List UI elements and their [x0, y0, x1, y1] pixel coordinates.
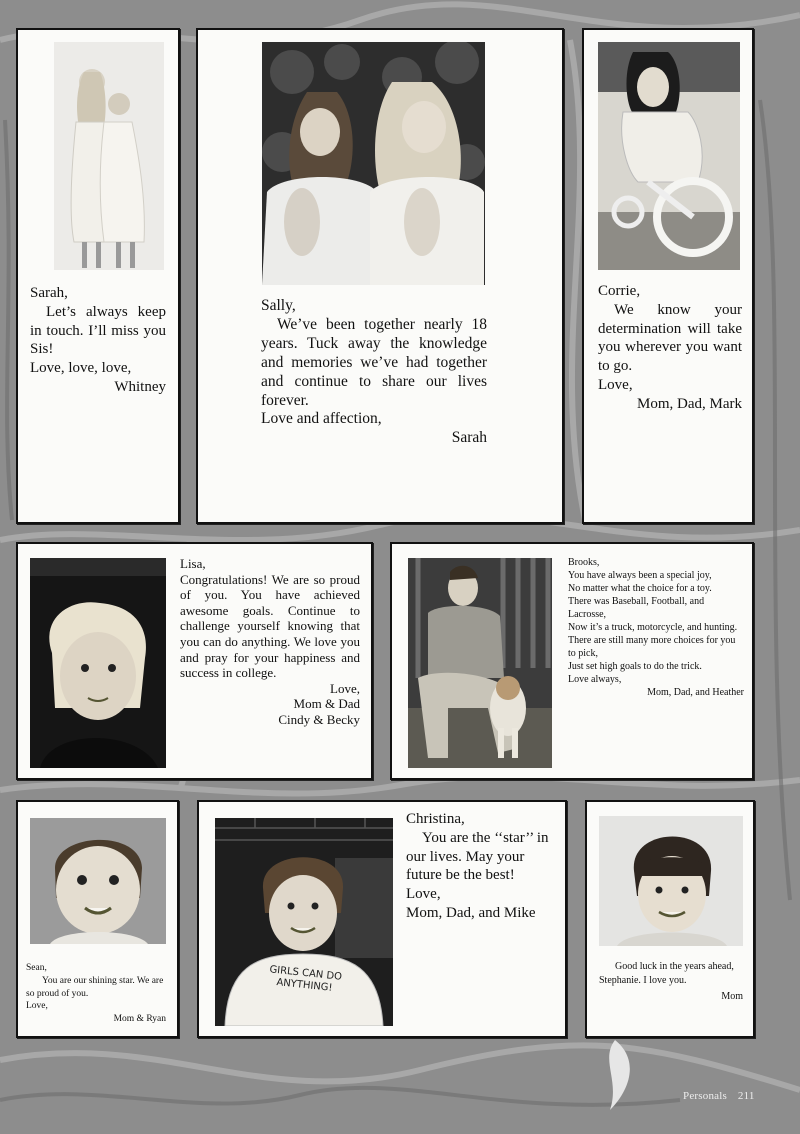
card-sarah	[16, 28, 180, 524]
page-number: 211	[737, 1090, 755, 1102]
verse-line-2: No matter what the choice for a toy.	[568, 583, 712, 594]
verse-line-5: There are still many more choices for you to pick,	[568, 635, 736, 659]
message-christina	[406, 810, 556, 923]
verse-line-6: Just set high goals to do the trick.	[568, 661, 702, 672]
card-sally	[196, 28, 564, 524]
body: You are our shining star. We are so proud of you.	[26, 975, 164, 999]
verse-line-4: Now it’s a truck, motorcycle, and hunting.	[568, 622, 738, 633]
photo-girl-school-portrait	[599, 816, 743, 946]
greeting: Christina,	[406, 811, 465, 827]
greeting: Brooks,	[568, 557, 600, 568]
message-lisa	[180, 556, 360, 728]
signature: Mom	[721, 991, 743, 1002]
photo-child-in-shirt	[215, 818, 393, 1026]
greeting: Lisa,	[180, 556, 206, 571]
body: Let’s always keep in touch. I’ll miss you Sis!	[30, 303, 166, 358]
photo-toddler-portrait	[30, 558, 166, 768]
closing: Love,	[26, 1001, 48, 1012]
message-corrie	[598, 282, 742, 413]
signature: Sarah	[451, 429, 487, 447]
card-christina	[197, 800, 567, 1038]
greeting: Sally,	[261, 297, 296, 314]
signature: Whitney	[114, 378, 166, 395]
signature: Mom & Ryan	[113, 1014, 166, 1025]
closing: Love always,	[568, 674, 622, 685]
card-sean	[16, 800, 179, 1038]
message-brooks	[568, 556, 744, 699]
body: You are the ‘‘star’’ in our lives. May your future be the best!	[406, 829, 549, 884]
message-sarah	[30, 284, 166, 397]
body: We’ve been together nearly 18 years. Tuck away the knowledge and memories we’ve had together and continue to share our lives forever.	[261, 315, 487, 409]
body: Congratulations! We are so proud of you. You have achieved awesome goals. Continue to challenge yourself knowing that you can do anything. We love you and pray for your happiness and success in college.	[180, 571, 360, 681]
message-stephanie	[599, 960, 743, 1004]
photo-baby-portrait	[30, 818, 166, 944]
signature: Mom, Dad, Mark	[637, 395, 742, 412]
page-footer	[683, 1090, 755, 1102]
body: We know your determination will take you wherever you want to go.	[598, 301, 742, 374]
message-sally	[261, 297, 487, 448]
card-lisa	[16, 542, 373, 780]
message-sean	[26, 962, 166, 1026]
card-corrie	[582, 28, 754, 524]
closing: Love and affection,	[261, 410, 382, 428]
greeting: Corrie,	[598, 283, 641, 299]
closing: Love, love, love,	[30, 360, 132, 376]
verse-line-3: There was Baseball, Football, and Lacrosse,	[568, 596, 705, 620]
photo-boy-with-beagle	[408, 558, 552, 768]
signature-sisters: Cindy & Becky	[278, 711, 360, 727]
signature: Mom, Dad, and Heather	[647, 687, 744, 698]
photo-two-girls-sitting	[262, 42, 485, 285]
section-label: Personals	[683, 1090, 727, 1102]
closing: Love,	[598, 376, 633, 393]
signature: Mom, Dad, and Mike	[406, 904, 536, 921]
card-stephanie	[585, 800, 755, 1038]
card-brooks	[390, 542, 754, 780]
verse-line-1: You have always been a special joy,	[568, 570, 712, 581]
photo-two-girls-standing	[54, 42, 164, 270]
closing: Love,	[330, 680, 360, 696]
body: Good luck in the years ahead, Stephanie. I love you.	[599, 961, 734, 986]
photo-child-on-tricycle	[598, 42, 740, 270]
shirt-text: GIRLS CAN DO ANYTHING!	[268, 964, 343, 994]
signature-parents: Mom & Dad	[293, 696, 360, 712]
closing: Love,	[406, 886, 441, 902]
greeting: Sean,	[26, 963, 47, 973]
greeting: Sarah,	[30, 285, 68, 301]
